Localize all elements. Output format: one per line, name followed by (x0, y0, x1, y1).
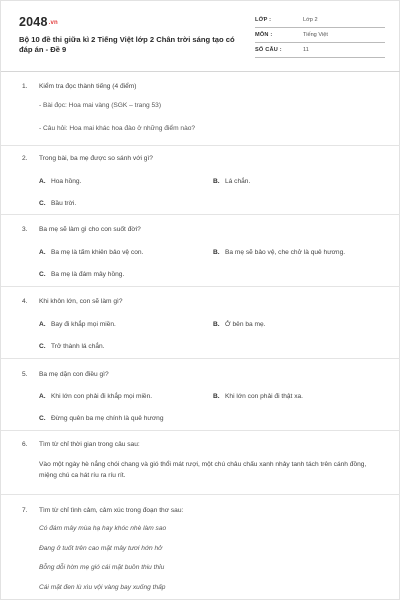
option-text: Lá chắn. (225, 178, 251, 185)
poem-line: Đang ở tuốt trên cao mặt mây tươi hớn hở (39, 545, 163, 552)
option-letter: C. (39, 415, 46, 422)
answer-option-b[interactable] (213, 249, 345, 256)
option-text: Bầu trời. (51, 200, 77, 207)
question-number: 3. (22, 226, 28, 233)
option-text: Khi lớn con phải đi thật xa. (225, 393, 304, 400)
header-divider (1, 71, 400, 72)
option-letter: A. (39, 321, 46, 328)
question-subline: - Câu hỏi: Hoa mai khác hoa đào ở những điểm nào? (39, 125, 196, 132)
option-text: Bay đi khắp mọi miền. (51, 321, 116, 328)
answer-option-a[interactable] (39, 249, 143, 256)
answer-option-c[interactable] (39, 415, 164, 422)
option-text: Ba mẹ là tấm khiên bảo vệ con. (51, 249, 144, 256)
meta-label: MÔN : (255, 32, 273, 38)
logo-number: 2048 (19, 15, 48, 29)
option-letter: B. (213, 178, 220, 185)
meta-row-subject (255, 28, 385, 43)
option-letter: C. (39, 271, 46, 278)
document-header (19, 13, 385, 63)
question-number: 6. (22, 441, 28, 448)
answer-option-c[interactable] (39, 271, 124, 278)
answer-option-b[interactable] (213, 178, 250, 185)
option-text: Khi lớn con phải đi khắp mọi miền. (51, 393, 153, 400)
option-text: Trở thành lá chắn. (51, 343, 105, 350)
poem-line: Bỗng dỗi hờn mẹ gió cái mặt buồn thiu thỉu (39, 564, 165, 571)
question-divider (1, 286, 400, 287)
question-number: 2. (22, 155, 28, 162)
option-text: Đừng quên ba mẹ chính là quê hương (51, 415, 164, 422)
document-meta (255, 13, 385, 58)
document-title: Bộ 10 đề thi giữa kì 2 Tiếng Việt lớp 2 Chân trời sáng tạo có đáp án - Đề 9 (19, 35, 235, 54)
meta-label: SỐ CÂU : (255, 47, 282, 53)
answer-option-a[interactable] (39, 393, 152, 400)
option-text: Hoa hồng. (51, 178, 82, 185)
question-text: Ba mẹ sẽ làm gì cho con suốt đời? (39, 226, 141, 233)
question-text: Trong bài, ba mẹ được so sánh với gì? (39, 155, 153, 162)
option-text: Ba mẹ là đám mây hồng. (51, 271, 125, 278)
option-letter: B. (213, 393, 220, 400)
question-divider (1, 358, 400, 359)
question-passage: Vào một ngày hè nắng chói chang và gió thổi mát rượi, một chú châu chấu xanh nhảy tanh tách trên cánh đồng, miệng chú ca hát ríu ra ríu rít. (39, 461, 367, 479)
question-text: Tìm từ chỉ tình cảm, cảm xúc trong đoạn thơ sau: (39, 507, 184, 514)
option-letter: A. (39, 393, 46, 400)
question-subline: - Bài đọc: Hoa mai vàng (SGK – trang 53) (39, 102, 162, 109)
option-letter: B. (213, 249, 220, 256)
question-divider (1, 145, 400, 146)
option-text: Ba mẹ sẽ bảo vệ, che chở là quê hương. (225, 249, 346, 256)
option-letter: B. (213, 321, 220, 328)
meta-row-class (255, 13, 385, 28)
answer-option-b[interactable] (213, 393, 303, 400)
question-number: 4. (22, 298, 28, 305)
answer-option-b[interactable] (213, 321, 265, 328)
answer-option-c[interactable] (39, 200, 76, 207)
poem-line: Có đám mây mùa hạ hay khóc nhè làm sao (39, 525, 167, 532)
meta-value: Tiếng Việt (303, 32, 328, 38)
question-text: Kiểm tra đọc thành tiếng (4 điểm) (39, 83, 137, 90)
question-divider (1, 430, 400, 431)
option-letter: A. (39, 249, 46, 256)
answer-option-c[interactable] (39, 343, 105, 350)
question-number: 7. (22, 507, 28, 514)
option-letter: A. (39, 178, 46, 185)
meta-row-count (255, 43, 385, 58)
question-number: 1. (22, 83, 28, 90)
question-number: 5. (22, 371, 28, 378)
logo-suffix: .vn (48, 19, 58, 26)
option-text: Ở bên ba mẹ. (225, 321, 266, 328)
option-letter: C. (39, 200, 46, 207)
meta-label: LỚP : (255, 17, 272, 23)
question-divider (1, 214, 400, 215)
question-text: Ba mẹ dặn con điều gì? (39, 371, 109, 378)
site-logo[interactable] (19, 15, 58, 29)
answer-option-a[interactable] (39, 321, 116, 328)
question-text: Khi khôn lớn, con sẽ làm gì? (39, 298, 123, 305)
poem-line: Cái mặt đen lù xìu vội vàng bay xuống thấp (39, 584, 166, 591)
meta-value: Lớp 2 (303, 17, 318, 23)
question-text: Tìm từ chỉ thời gian trong câu sau: (39, 441, 140, 448)
meta-value: 11 (303, 47, 309, 53)
option-letter: C. (39, 343, 46, 350)
question-divider (1, 494, 400, 495)
answer-option-a[interactable] (39, 178, 81, 185)
